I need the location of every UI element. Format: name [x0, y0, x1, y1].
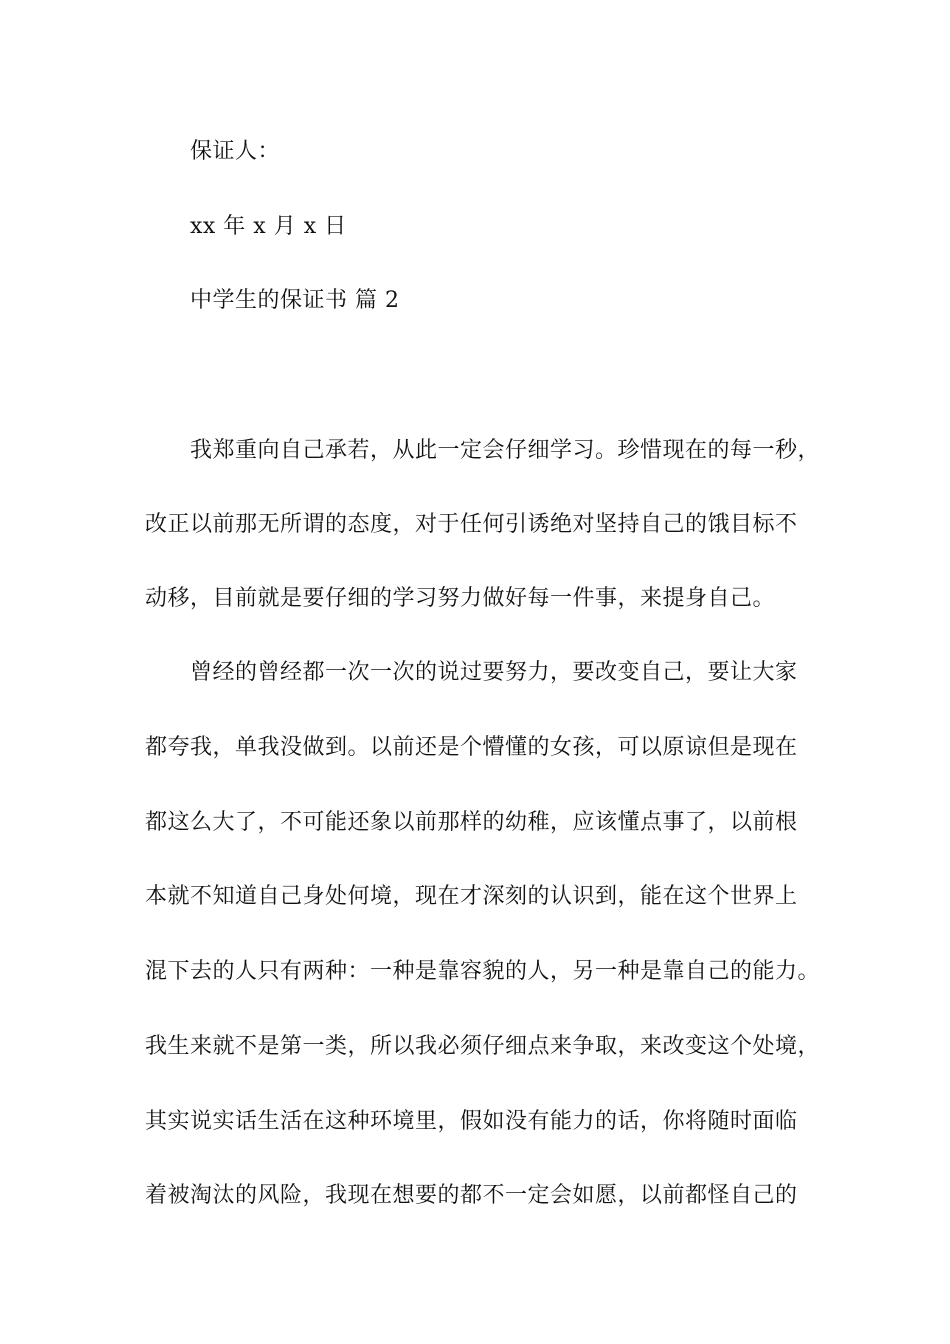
paragraph-line: 改正以前那无所谓的态度，对于任何引诱绝对坚持自己的饿目标不: [145, 512, 798, 537]
paragraph-line: 都这么大了，不可能还象以前那样的幼稚，应该懂点事了，以前根: [145, 810, 798, 835]
paragraph-line: 混下去的人只有两种：一种是靠容貌的人，另一种是靠自己的能力。: [145, 959, 821, 984]
paragraph-line: 动移，目前就是要仔细的学习努力做好每一件事，来提身自己。: [145, 586, 776, 611]
paragraph-line: 本就不知道自己身处何境，现在才深刻的认识到，能在这个世界上: [145, 884, 798, 909]
date-line: xx 年 x 月 x 日: [190, 214, 347, 239]
paragraph-line: 曾经的曾经都一次一次的说过要努力，要改变自己，要让大家: [190, 660, 798, 685]
signature-label: 保证人：: [190, 139, 281, 164]
paragraph-line: 着被淘汰的风险，我现在想要的都不一定会如愿，以前都怪自己的: [145, 1183, 798, 1208]
paragraph-line: 其实说实话生活在这种环境里，假如没有能力的话，你将随时面临: [145, 1109, 798, 1134]
paragraph-line: 我生来就不是第一类，所以我必须仔细点来争取，来改变这个处境，: [145, 1034, 821, 1059]
section-heading: 中学生的保证书 篇 2: [190, 288, 400, 313]
paragraph-line: 都夸我，单我没做到。以前还是个懵懂的女孩，可以原谅但是现在: [145, 735, 798, 760]
paragraph-line: 我郑重向自己承若，从此一定会仔细学习。珍惜现在的每一秒，: [190, 438, 821, 463]
